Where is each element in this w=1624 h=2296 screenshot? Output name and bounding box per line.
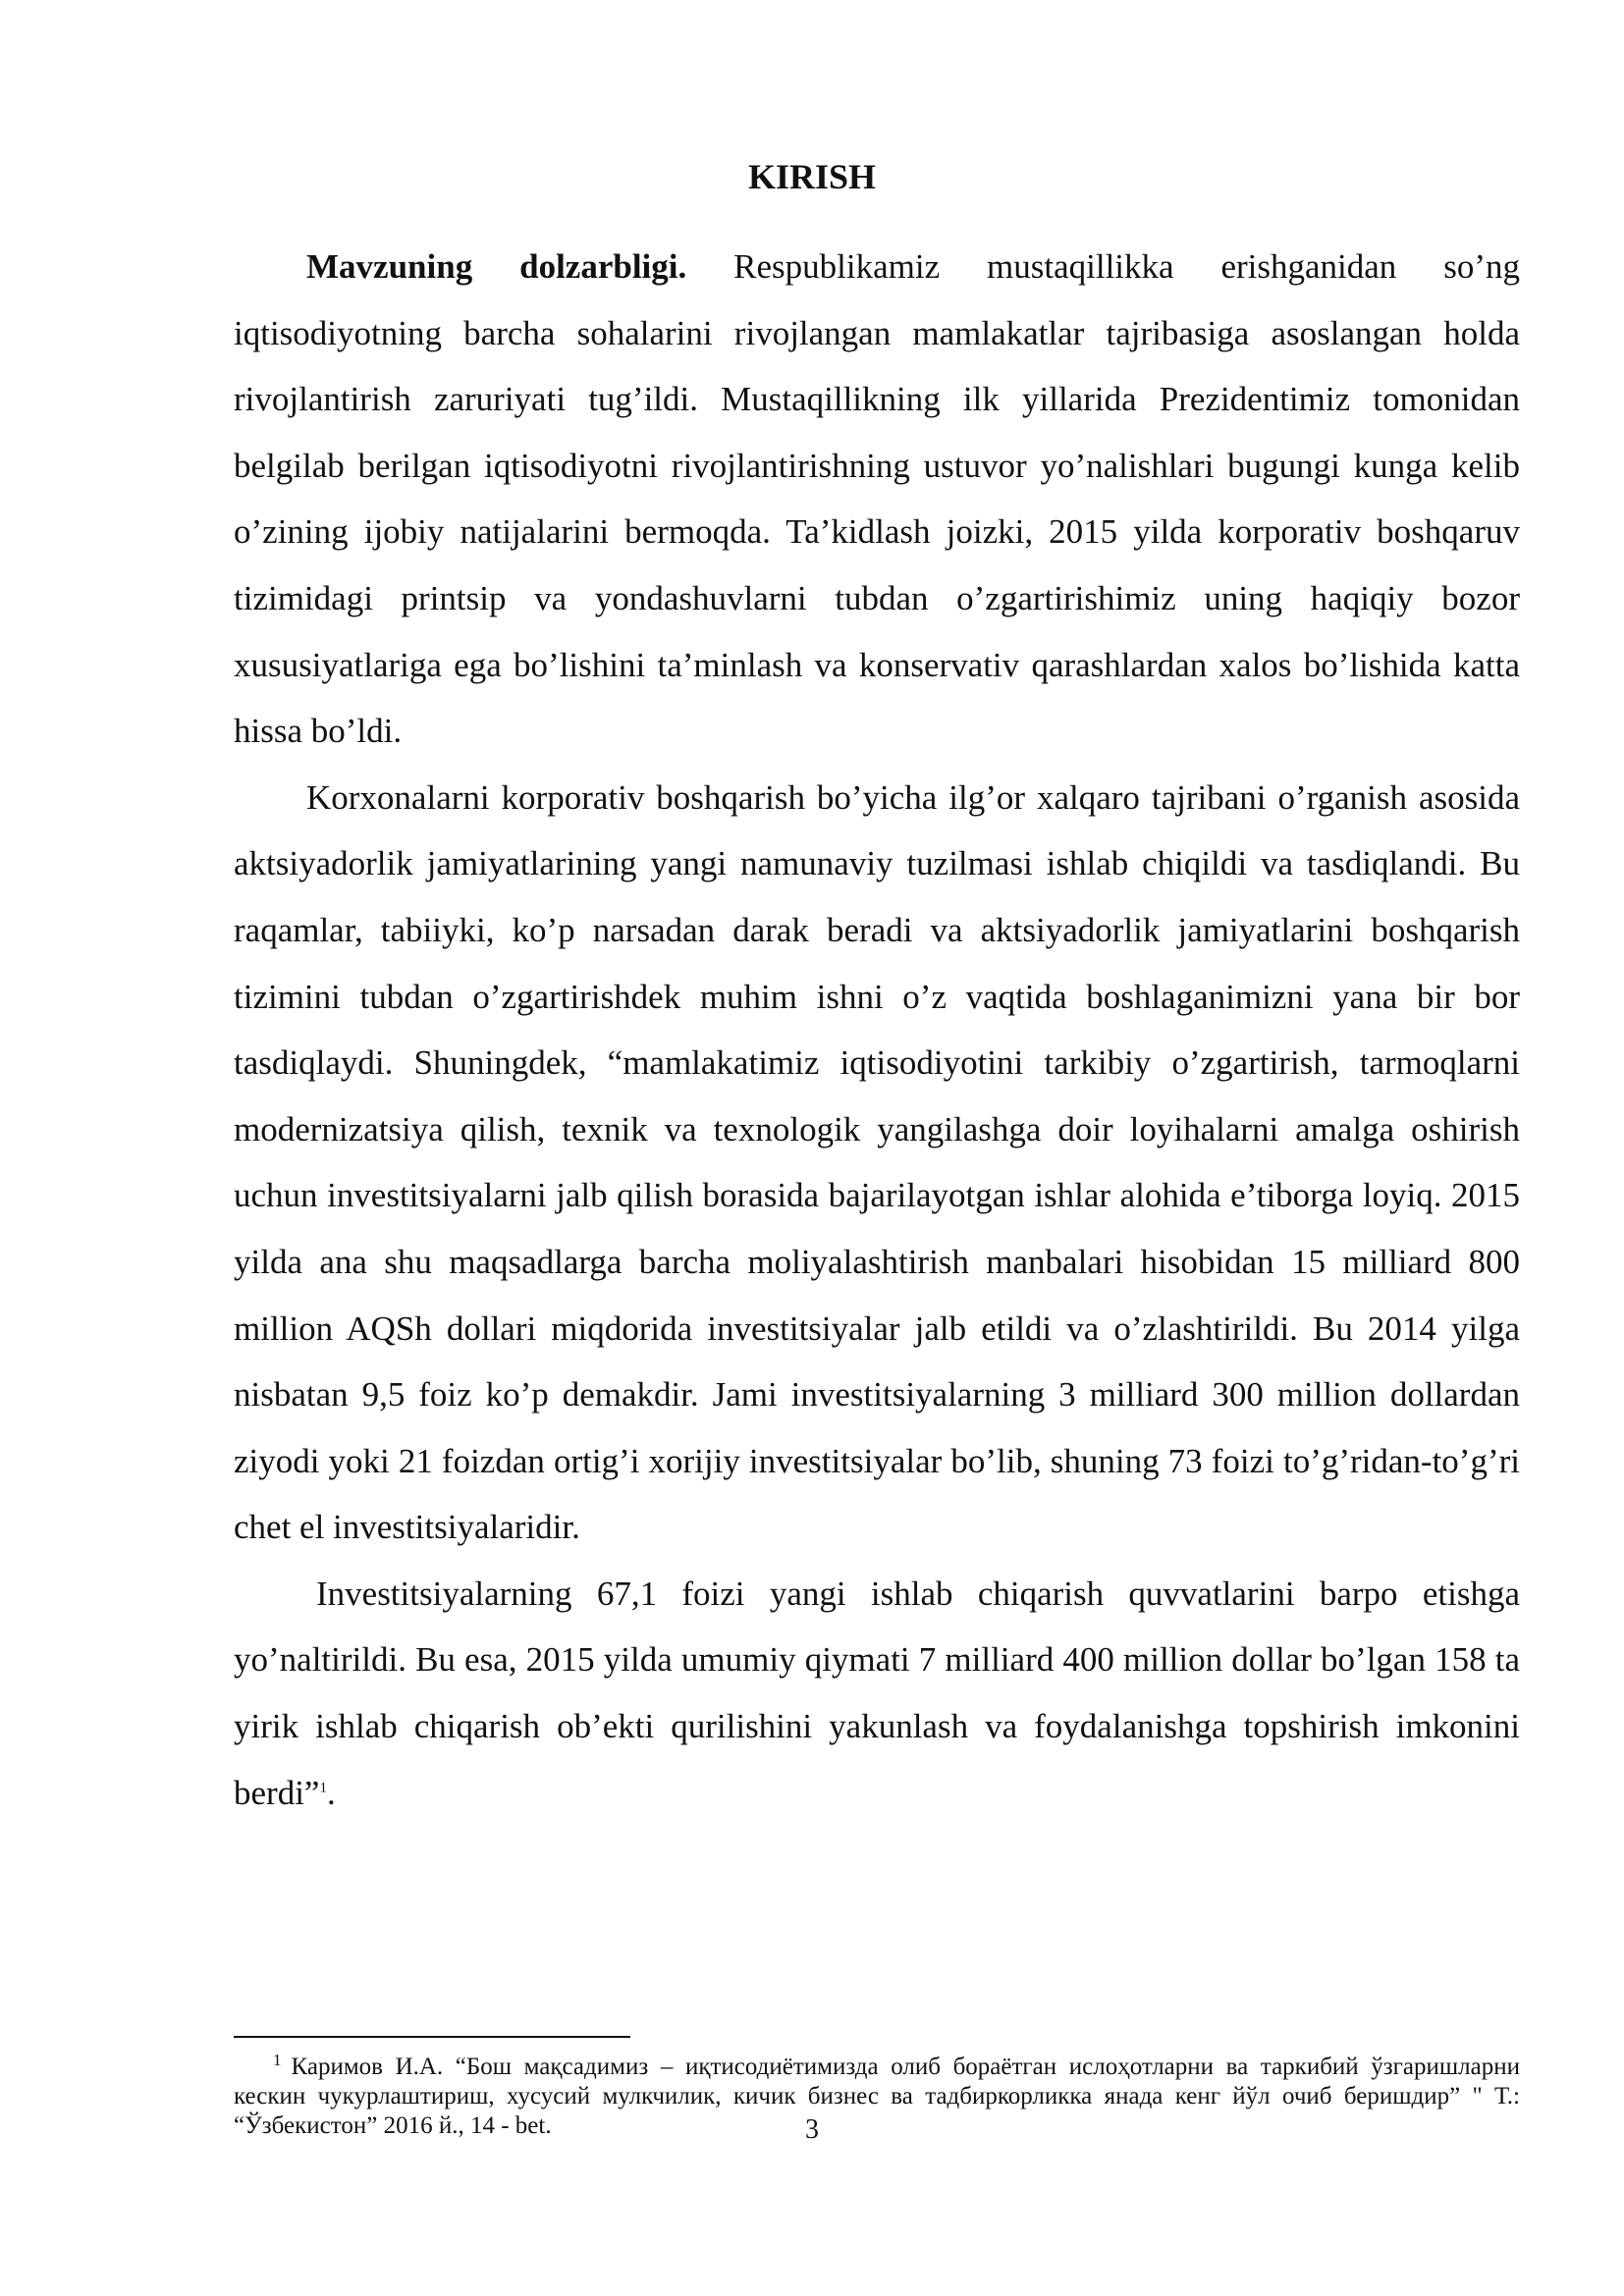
paragraph-3-end: . bbox=[326, 1773, 336, 1812]
paragraph-1 bbox=[234, 234, 1520, 765]
body-text bbox=[234, 234, 1520, 1826]
paragraph-1-lead: Mavzuning dolzarbligi. bbox=[306, 247, 687, 286]
paragraph-2: Korxonalarni korporativ boshqarish bo’yicha ilg’or xalqaro tajribani o’rganish asosida aktsiyadorlik jamiyatlarining yangi namunaviy tuzilmasi ishlab chiqildi va tasdiqlandi. Bu raqamlar, tabiiyki, ko’p narsadan darak beradi va aktsiyadorlik jamiyatlarini boshqarish tizimini tubdan o’zgartirishdek muhim ishni o’z vaqtida boshlaganimizni yana bir bor tasdiqlaydi. Shuningdek, “mamlakatimiz iqtisodiyotini tarkibiy o’zgartirish, tarmoqlarni modernizatsiya qilish, texnik va texnologik yangilashga doir loyihalarni amalga oshirish uchun investitsiyalarni jalb qilish borasida bajarilayotgan ishlar alohida e’tiborga loyiq. 2015 yilda ana shu maqsadlarga barcha moliyalashtirish manbalari hisobidan 15 milliard 800 million AQSh dollari miqdorida investitsiyalar jalb etildi va o’zlashtirildi. Bu 2014 yilga nisbatan 9,5 foiz ko’p demakdir. Jami investitsiyalarning 3 milliard 300 million dollardan ziyodi yoki 21 foizdan ortig’i xorijiy investitsiyalar bo’lib, shuning 73 foizi to’g’ridan-to’g’ri chet el investitsiyalaridir. bbox=[234, 777, 1520, 1547]
footnote-text: Каримов И.А. “Бош мақсадимиз – иқтисодиётимизда олиб бораётган ислоҳотларни ва таркибий ўзгаришларни кескин чукурлаштириш, хусусий мулкчилик, кичик бизнес ва тадбиркорликка янада кенг йўл очиб беришдир” " Т.: “Ўзбекистон” 2016 й., 14 - bet. bbox=[234, 2054, 1520, 2139]
page-title: KIRISH bbox=[747, 157, 877, 196]
paragraph-3-text: Investitsiyalarning 67,1 foizi yangi ishlab chiqarish quvvatlarini barpo etishga yo’naltirildi. Bu esa, 2015 yilda umumiy qiymati 7 milliard 400 million dollar bo’lgan 158 ta yirik ishlab chiqarish ob’ekti qurilishini yakunlash va foydalanishga topshirish imkonini berdi” bbox=[234, 1574, 1520, 1812]
footnote-marker: 1 bbox=[273, 2050, 282, 2069]
footnote-reference[interactable]: 1 bbox=[319, 1780, 327, 1795]
page-number: 3 bbox=[805, 2114, 819, 2145]
paragraph-3 bbox=[234, 1561, 1520, 1826]
footnote-separator bbox=[234, 2036, 630, 2038]
paragraph-1-text: Respublikamiz mustaqillikka erishganidan so’ng iqtisodiyotning barcha sohalarini rivojlangan mamlakatlar tajribasiga asoslangan holda rivojlantirish zaruriyati tug’ildi. Mustaqillikning ilk yillarida Prezidentimiz tomonidan belgilab berilgan iqtisodiyotni rivojlantirishning ustuvor yo’nalishlari bugungi kunga kelib o’zining ijobiy natijalarini bermoqda. Ta’kidlash joizki, 2015 yilda korporativ boshqaruv tizimidagi printsip va yondashuvlarni tubdan o’zgartirishimiz uning haqiqiy bozor xususiyatlariga ega bo’lishini ta’minlash va konservativ qarashlardan xalos bo’lishida katta hissa bo’ldi. bbox=[234, 247, 1520, 751]
